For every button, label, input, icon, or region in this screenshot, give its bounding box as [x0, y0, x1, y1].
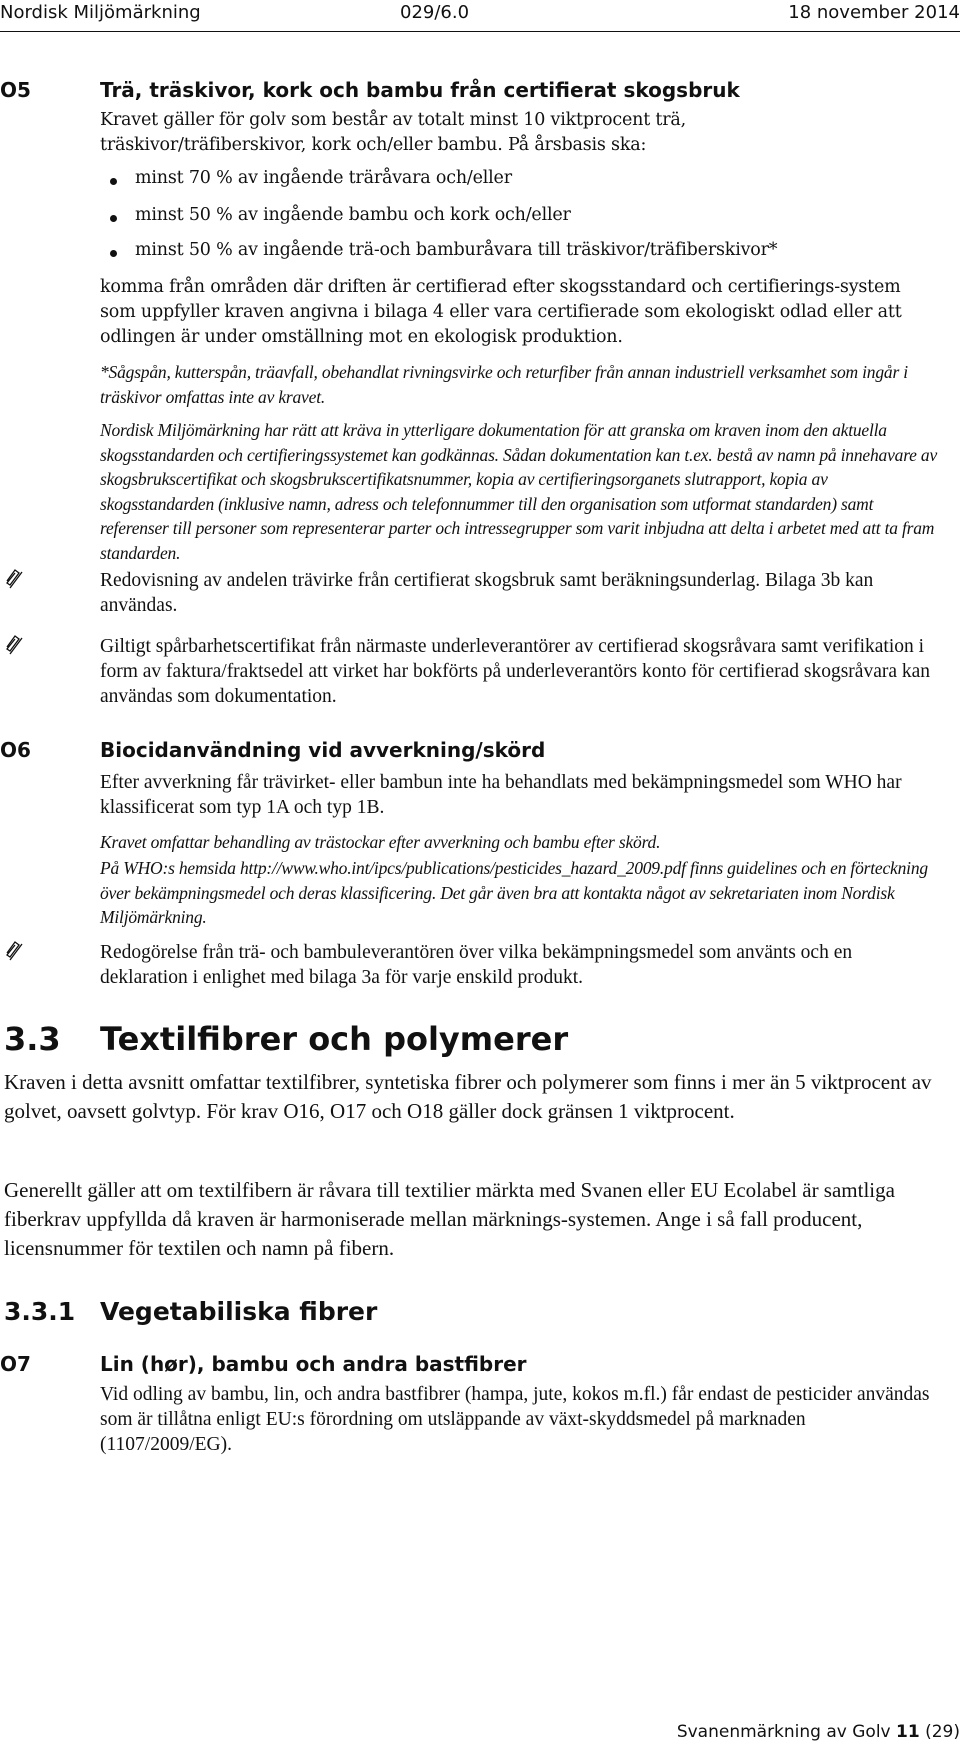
footer-page-number: 11	[896, 1722, 920, 1742]
o5-paragraph: komma från områden där driften är certifierad efter skogsstandard och certifierings-system som uppfyller kraven angivna i bilaga 4 eller vara certifierade som ekologiskt odlad eller att odlingen är under omställning mot en ekologisk produktion.	[100, 277, 902, 347]
o5-footnote: *Sågspån, kutterspån, träavfall, obehandlat rivningsvirke och returfiber från annan industriell verksamhet som ingår i träskivor omfattas inte av kravet.	[100, 362, 908, 407]
requirement-title-o7: Lin (hør), bambu och andra bastfibrer	[100, 1352, 527, 1376]
requirement-code-o7: O7	[0, 1352, 31, 1376]
bullet-icon	[110, 178, 117, 185]
header-version: 029/6.0	[400, 2, 470, 23]
requirement-code-o5: O5	[0, 78, 31, 102]
paperclip-icon	[4, 568, 26, 590]
section-title-3-3: Textilfibrer och polymerer	[100, 1020, 569, 1058]
paperclip-icon	[4, 634, 26, 656]
o5-note: Nordisk Miljömärkning har rätt att kräva in ytterligare dokumentation för att granska om kraven inom den aktuella skogsstandarden och certifieringssystemet kan godkännas. Sådan dokumentation kan t.ex. bestå av namn på innehavare av skogsbrukscertifikat och skogsbrukscertifikatsnummer, kopia av certifieringsorganets slutrapport, kopia av skogsstandarden (inklusive namn, adress och telefonnummer till den organisation som utformat standarden) samt referenser till personer som representerar parter och intressegrupper som varit inbjudna att delta i arbetet med att ta fram standarden.	[100, 420, 938, 563]
o6-documentation: Redogörelse från trä- och bambuleverantören över vilka bekämpningsmedel som använts och en deklaration i enlighet med bilaga 3a för varje enskild produkt.	[100, 942, 853, 988]
o6-note2: På WHO:s hemsida http://www.who.int/ipcs/publications/pesticides_hazard_2009.pdf finns guidelines och en förteckning över bekämpningsmedel och deras klassificering. Det går även bra att kontakta något av sekretariaten inom Nordisk Miljömärkning.	[100, 858, 928, 927]
section-number-3-3: 3.3	[4, 1020, 61, 1058]
o6-note1: Kravet omfattar behandling av trästockar efter avverkning och bambu efter skörd.	[100, 832, 661, 852]
section-3-3-para1: Kraven i detta avsnitt omfattar textilfibrer, syntetiska fibrer och polymerer som finns i mer än 5 viktprocent av golvet, oavsett golvtyp. För krav O16, O17 och O18 gäller dock gränsen 1 viktprocent.	[4, 1070, 932, 1123]
header-rule	[0, 31, 960, 32]
o5-documentation-1: Redovisning av andelen trävirke från certifierat skogsbruk samt beräkningsunderlag. Bilaga 3b kan användas.	[100, 570, 874, 616]
o7-body: Vid odling av bambu, lin, och andra bastfibrer (hampa, jute, kokos m.fl.) får endast de pesticider användas som är tillåtna enligt EU:s förordning om utsläppande av växt-skyddsmedel på marknaden (1107/2009/EG).	[100, 1384, 930, 1455]
footer-page-total: (29)	[925, 1722, 960, 1742]
requirement-code-o6: O6	[0, 738, 31, 762]
o6-body: Efter avverkning får trävirket- eller bambun inte ha behandlats med bekämpningsmedel som WHO har klassificerat som typ 1A och typ 1B.	[100, 772, 902, 818]
footer-label: Svanenmärkning av Golv	[676, 1722, 891, 1742]
bullet-icon	[110, 250, 117, 257]
requirement-title-o6: Biocidanvändning vid avverkning/skörd	[100, 738, 546, 762]
bullet-icon	[110, 215, 117, 222]
section-3-3-para2: Generellt gäller att om textilfibern är råvara till textilier märkta med Svanen eller EU Ecolabel är samtliga fiberkrav uppfyllda då kraven är harmoniserade mellan märknings-systemen. Ange i så fall producent, licensnummer för textilen och namn på fibern.	[4, 1178, 895, 1260]
page-footer	[677, 1722, 960, 1742]
o5-intro-line1: Kravet gäller för golv som består av totalt minst 10 viktprocent trä,	[100, 110, 686, 130]
header-org: Nordisk Miljömärkning	[0, 2, 201, 23]
o5-intro-line2: träskivor/träfiberskivor, kork och/eller bambu. På årsbasis ska:	[100, 135, 647, 155]
section-title-3-3-1: Vegetabiliska fibrer	[100, 1297, 378, 1326]
requirement-title-o5: Trä, träskivor, kork och bambu från certifierat skogsbruk	[100, 78, 740, 102]
bullet-item: minst 50 % av ingående bambu och kork och/eller	[110, 205, 940, 235]
bullet-item: minst 50 % av ingående trä-och bamburåvara till träskivor/träfiberskivor*	[110, 240, 940, 270]
bullet-item: minst 70 % av ingående träråvara och/eller	[110, 168, 940, 198]
page-header	[0, 0, 960, 30]
section-number-3-3-1: 3.3.1	[4, 1297, 76, 1326]
header-date: 18 november 2014	[788, 2, 960, 23]
paperclip-icon	[4, 940, 26, 962]
o5-documentation-2: Giltigt spårbarhetscertifikat från närmaste underleverantörer av certifierad skogsråvara samt verifikation i form av faktura/fraktsedel att virket har bokförts på underleverantörs konto för certifierad skogsråvara kan användas som dokumentation.	[100, 636, 931, 707]
